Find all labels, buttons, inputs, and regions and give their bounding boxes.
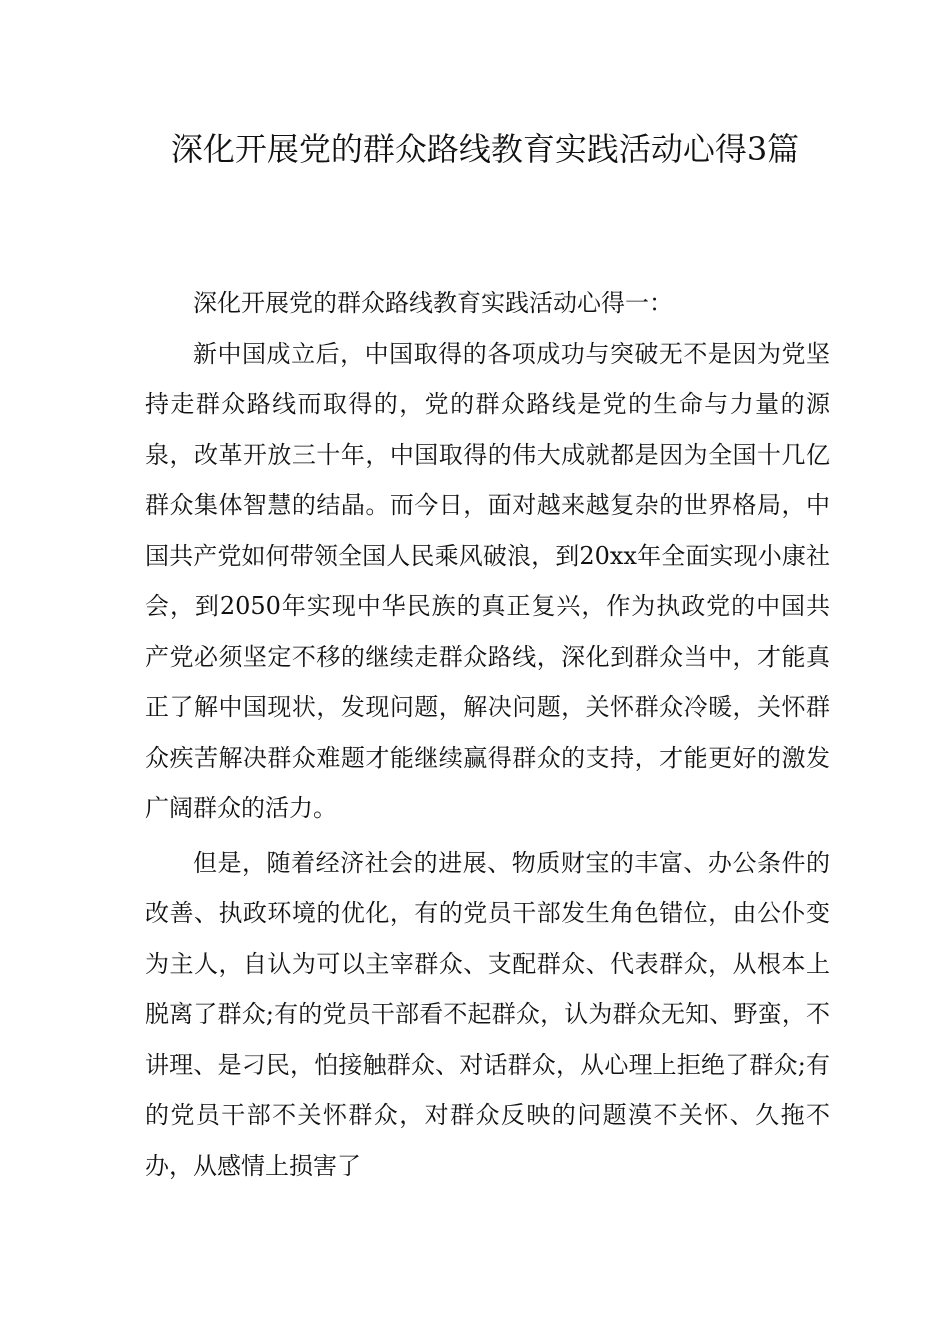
paragraph: 但是，随着经济社会的进展、物质财宝的丰富、办公条件的改善、执政环境的优化，有的党员干部发生角色错位，由公仆变为主人，自认为可以主宰群众、支配群众、代表群众，从根本上脱离了群众;有的党员干部看不起群众，认为群众无知、野蛮，不讲理、是刁民，怕接触群众、对话群众，从心理上拒绝了群众;有的党员干部不关怀群众，对群众反映的问题漠不关怀、久拖不办，从感情上损害了 <box>145 848 830 1180</box>
paragraph: 新中国成立后，中国取得的各项成功与突破无不是因为党坚持走群众路线而取得的，党的群众路线是党的生命与力量的源泉，改革开放三十年，中国取得的伟大成就都是因为全国十几亿群众集体智慧的结晶。而今日，面对越来越复杂的世界格局，中国共产党如何带领全国人民乘风破浪，到20xx年全面实现小康社会，到2050年实现中华民族的真正复兴，作为执政党的中国共产党必须坚定不移的继续走群众路线，深化到群众当中，才能真正了解中国现状，发现问题，解决问题，关怀群众冷暖，关怀群众疾苦解决群众难题才能继续赢得群众的支持，才能更好的激发广阔群众的活力。 <box>145 339 830 822</box>
document-body <box>145 278 830 1191</box>
section-heading: 深化开展党的群众路线教育实践活动心得一： <box>193 289 673 317</box>
document-title: 深化开展党的群众路线教育实践活动心得3篇 <box>170 130 800 168</box>
